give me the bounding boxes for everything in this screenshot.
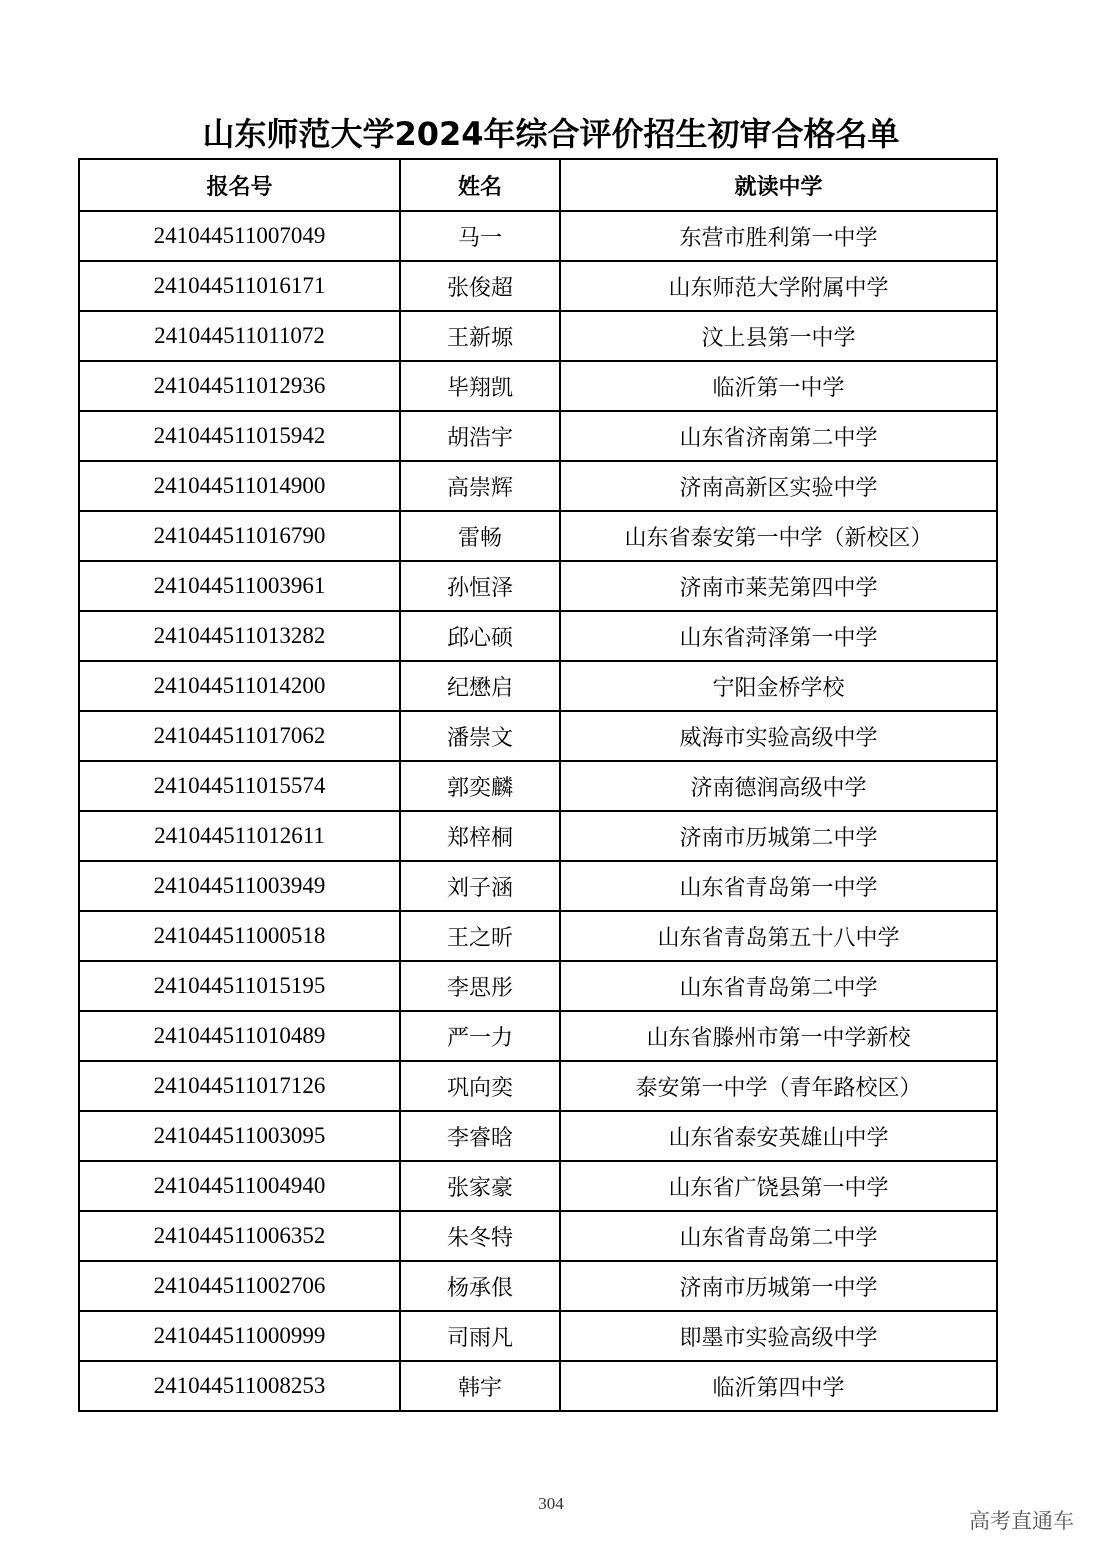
student-name-cell: 王之昕 [400, 911, 560, 961]
school-cell: 济南德润高级中学 [560, 761, 997, 811]
table-body [79, 211, 997, 1411]
student-name-cell: 张俊超 [400, 261, 560, 311]
student-name-cell: 郭奕麟 [400, 761, 560, 811]
student-name-cell: 王新塬 [400, 311, 560, 361]
registration-number-cell: 241044511017062 [79, 711, 400, 761]
table-row [79, 761, 997, 811]
header-school: 就读中学 [560, 159, 997, 211]
table-row [79, 1111, 997, 1161]
registration-number-cell: 241044511000999 [79, 1311, 400, 1361]
registration-number-cell: 241044511008253 [79, 1361, 400, 1411]
student-name-cell: 杨承佷 [400, 1261, 560, 1311]
student-name-cell: 孙恒泽 [400, 561, 560, 611]
school-cell: 临沂第四中学 [560, 1361, 997, 1411]
registration-number-cell: 241044511000518 [79, 911, 400, 961]
document-title: 山东师范大学2024年综合评价招生初审合格名单 [202, 115, 900, 153]
table-row [79, 361, 997, 411]
registration-number-cell: 241044511014200 [79, 661, 400, 711]
student-name-cell: 胡浩宇 [400, 411, 560, 461]
school-cell: 东营市胜利第一中学 [560, 211, 997, 261]
school-cell: 山东省青岛第一中学 [560, 861, 997, 911]
student-name-cell: 纪懋启 [400, 661, 560, 711]
table-row [79, 1061, 997, 1111]
registration-number-cell: 241044511004940 [79, 1161, 400, 1211]
registration-number-cell: 241044511002706 [79, 1261, 400, 1311]
registration-number-cell: 241044511003961 [79, 561, 400, 611]
school-cell: 山东师范大学附属中学 [560, 261, 997, 311]
student-name-cell: 司雨凡 [400, 1311, 560, 1361]
student-name-cell: 李睿晗 [400, 1111, 560, 1161]
student-name-cell: 严一力 [400, 1011, 560, 1061]
registration-number-cell: 241044511010489 [79, 1011, 400, 1061]
school-cell: 山东省泰安第一中学（新校区） [560, 511, 997, 561]
school-cell: 济南市历城第二中学 [560, 811, 997, 861]
registration-number-cell: 241044511006352 [79, 1211, 400, 1261]
student-name-cell: 刘子涵 [400, 861, 560, 911]
registration-number-cell: 241044511017126 [79, 1061, 400, 1111]
registration-number-cell: 241044511007049 [79, 211, 400, 261]
registration-number-cell: 241044511003095 [79, 1111, 400, 1161]
table-row [79, 1261, 997, 1311]
student-name-cell: 朱冬特 [400, 1211, 560, 1261]
school-cell: 临沂第一中学 [560, 361, 997, 411]
student-name-cell: 巩向奕 [400, 1061, 560, 1111]
table-row [79, 1361, 997, 1411]
watermark: 高考直通车 [969, 1509, 1074, 1533]
school-cell: 即墨市实验高级中学 [560, 1311, 997, 1361]
student-name-cell: 邱心硕 [400, 611, 560, 661]
table-row [79, 1161, 997, 1211]
registration-number-cell: 241044511012611 [79, 811, 400, 861]
table-row [79, 1311, 997, 1361]
header-name: 姓名 [400, 159, 560, 211]
student-name-cell: 马一 [400, 211, 560, 261]
student-name-cell: 雷畅 [400, 511, 560, 561]
student-name-cell: 韩宇 [400, 1361, 560, 1411]
table-row [79, 211, 997, 261]
school-cell: 泰安第一中学（青年路校区） [560, 1061, 997, 1111]
school-cell: 威海市实验高级中学 [560, 711, 997, 761]
school-cell: 山东省泰安英雄山中学 [560, 1111, 997, 1161]
registration-number-cell: 241044511003949 [79, 861, 400, 911]
table-row [79, 561, 997, 611]
table-row [79, 1011, 997, 1061]
student-name-cell: 李思彤 [400, 961, 560, 1011]
registration-number-cell: 241044511014900 [79, 461, 400, 511]
student-name-cell: 毕翔凯 [400, 361, 560, 411]
page-number: 304 [538, 1494, 564, 1513]
school-cell: 山东省济南第二中学 [560, 411, 997, 461]
table-row [79, 461, 997, 511]
registration-number-cell: 241044511013282 [79, 611, 400, 661]
school-cell: 济南市历城第一中学 [560, 1261, 997, 1311]
student-name-cell: 张家豪 [400, 1161, 560, 1211]
table-row [79, 711, 997, 761]
registration-number-cell: 241044511015195 [79, 961, 400, 1011]
school-cell: 宁阳金桥学校 [560, 661, 997, 711]
registration-number-cell: 241044511015574 [79, 761, 400, 811]
registration-number-cell: 241044511012936 [79, 361, 400, 411]
table-row [79, 911, 997, 961]
school-cell: 山东省菏泽第一中学 [560, 611, 997, 661]
school-cell: 济南高新区实验中学 [560, 461, 997, 511]
registration-number-cell: 241044511011072 [79, 311, 400, 361]
school-cell: 山东省广饶县第一中学 [560, 1161, 997, 1211]
school-cell: 山东省青岛第二中学 [560, 1211, 997, 1261]
student-name-cell: 潘崇文 [400, 711, 560, 761]
table-row [79, 261, 997, 311]
school-cell: 汶上县第一中学 [560, 311, 997, 361]
table-row [79, 311, 997, 361]
school-cell: 山东省滕州市第一中学新校 [560, 1011, 997, 1061]
registration-number-cell: 241044511015942 [79, 411, 400, 461]
table-row [79, 411, 997, 461]
header-registration-number: 报名号 [79, 159, 400, 211]
table-row [79, 861, 997, 911]
table-row [79, 661, 997, 711]
table-row [79, 611, 997, 661]
table-row [79, 961, 997, 1011]
school-cell: 济南市莱芜第四中学 [560, 561, 997, 611]
school-cell: 山东省青岛第五十八中学 [560, 911, 997, 961]
admission-list-table [78, 158, 998, 1412]
table-row [79, 811, 997, 861]
registration-number-cell: 241044511016790 [79, 511, 400, 561]
school-cell: 山东省青岛第二中学 [560, 961, 997, 1011]
student-name-cell: 高崇辉 [400, 461, 560, 511]
header-row [79, 159, 997, 211]
table-header [79, 159, 997, 211]
registration-number-cell: 241044511016171 [79, 261, 400, 311]
student-name-cell: 郑梓桐 [400, 811, 560, 861]
table-row [79, 1211, 997, 1261]
table-row [79, 511, 997, 561]
